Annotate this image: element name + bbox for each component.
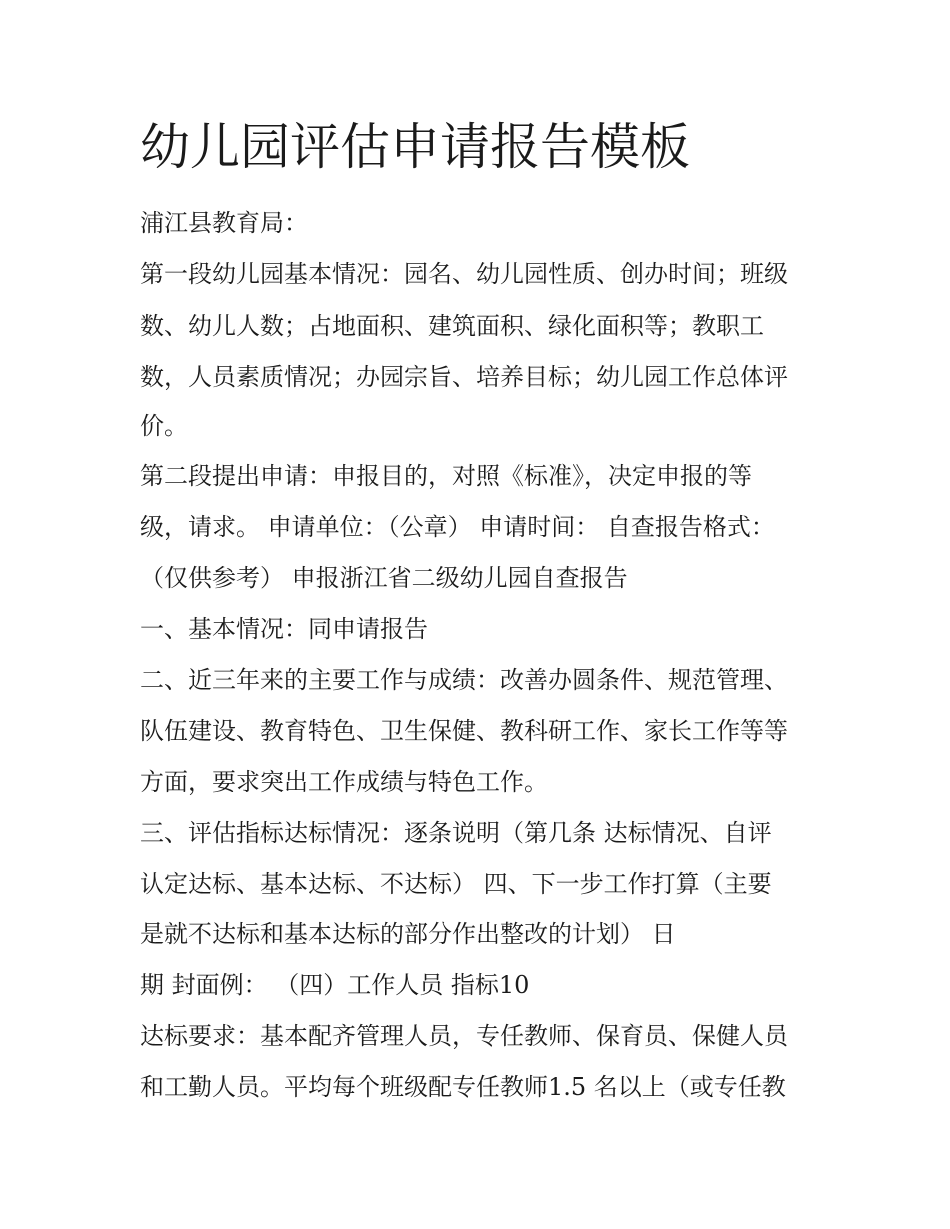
text-line: （仅供参考） 申报浙江省二级幼儿园自查报告 [140,564,628,592]
text-line: 认定达标、基本达标、不达标） 四、下一步工作打算（主要 [140,870,772,898]
text-line: 一、基本情况：同申请报告 [140,615,428,643]
text-line: 数，人员素质情况；办园宗旨、培养目标；幼儿园工作总体评 [140,363,788,391]
text-line: 队伍建设、教育特色、卫生保健、教科研工作、家长工作等等 [140,717,788,745]
document-title: 幼儿园评估申请报告模板 [140,118,690,176]
text-line: 达标要求：基本配齐管理人员，专任教师、保育员、保健人员 [140,1022,788,1050]
text-line: 数、幼儿人数；占地面积、建筑面积、绿化面积等；教职工 [140,312,764,340]
text-line: 期 封面例： （四）工作人员 指标10 [140,971,530,999]
text-line: 是就不达标和基本达标的部分作出整改的计划） 日 [140,920,676,948]
text-line: 第二段提出申请：申报目的，对照《标准》，决定申报的等 [140,462,752,490]
text-line: 三、评估指标达标情况：逐条说明（第几条 达标情况、自评 [140,819,772,847]
text-line: 价。 [140,412,188,440]
text-line: 浦江县教育局： [140,209,308,237]
text-line: 二、近三年来的主要工作与成绩：改善办圆条件、规范管理、 [140,666,788,694]
text-line: 和工勤人员。平均每个班级配专任教师1.5 名以上（或专任教 [140,1073,786,1101]
text-line: 级，请求。 申请单位：（公章） 申请时间： 自查报告格式： [140,513,775,541]
text-line: 方面，要求突出工作成绩与特色工作。 [140,768,548,796]
text-line: 第一段幼儿园基本情况：园名、幼儿园性质、创办时间；班级 [140,260,788,288]
